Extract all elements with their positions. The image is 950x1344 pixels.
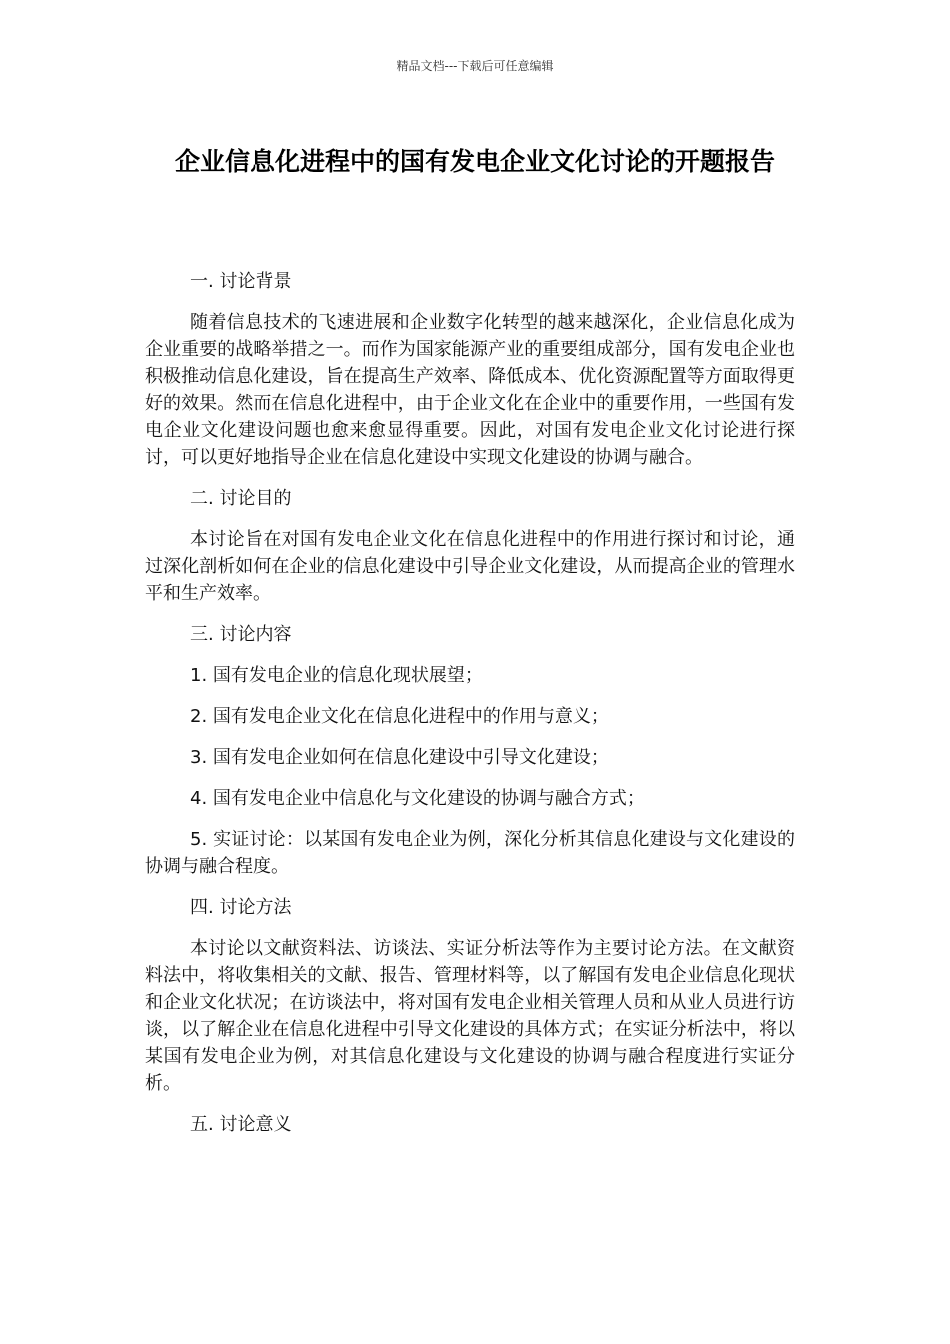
list-item-4: 4. 国有发电企业中信息化与文化建设的协调与融合方式； bbox=[190, 788, 645, 809]
document-title: 企业信息化进程中的国有发电企业文化讨论的开题报告 bbox=[174, 147, 775, 176]
section-heading-background: 一. 讨论背景 bbox=[190, 271, 292, 292]
section-heading-purpose: 二. 讨论目的 bbox=[190, 488, 292, 509]
paragraph-purpose: 本讨论旨在对国有发电企业文化在信息化进程中的作用进行探讨和讨论，通过深化剖析如何在企业的信息化建设中引导企业文化建设，从而提高企业的管理水平和生产效率。 bbox=[145, 529, 795, 604]
list-item-3: 3. 国有发电企业如何在信息化建设中引导文化建设； bbox=[190, 747, 609, 768]
paragraph-method: 本讨论以文献资料法、访谈法、实证分析法等作为主要讨论方法。在文献资料法中，将收集相关的文献、报告、管理材料等，以了解国有发电企业信息化现状和企业文化状况；在访谈法中，将对国有发电企业相关管理人员和从业人员进行访谈，以了解企业在信息化进程中引导文化建设的具体方式；在实证分析法中，将以某国有发电企业为例，对其信息化建设与文化建设的协调与融合程度进行实证分析。 bbox=[145, 938, 795, 1094]
section-heading-method: 四. 讨论方法 bbox=[190, 897, 292, 918]
header-note: 精品文档---下载后可任意编辑 bbox=[396, 59, 554, 73]
list-item-5: 5. 实证讨论：以某国有发电企业为例，深化分析其信息化建设与文化建设的协调与融合程度。 bbox=[145, 829, 795, 877]
paragraph-background: 随着信息技术的飞速进展和企业数字化转型的越来越深化，企业信息化成为企业重要的战略举措之一。而作为国家能源产业的重要组成部分，国有发电企业也积极推动信息化建设，旨在提高生产效率、降低成本、优化资源配置等方面取得更好的效果。然而在信息化进程中，由于企业文化在企业中的重要作用，一些国有发电企业文化建设问题也愈来愈显得重要。因此，对国有发电企业文化讨论进行探讨，可以更好地指导企业在信息化建设中实现文化建设的协调与融合。 bbox=[145, 312, 795, 468]
list-item-2: 2. 国有发电企业文化在信息化进程中的作用与意义； bbox=[190, 706, 609, 727]
section-heading-content: 三. 讨论内容 bbox=[190, 624, 292, 645]
document-body bbox=[145, 268, 795, 1152]
list-item-1: 1. 国有发电企业的信息化现状展望； bbox=[190, 665, 483, 686]
section-heading-significance: 五. 讨论意义 bbox=[190, 1114, 292, 1135]
